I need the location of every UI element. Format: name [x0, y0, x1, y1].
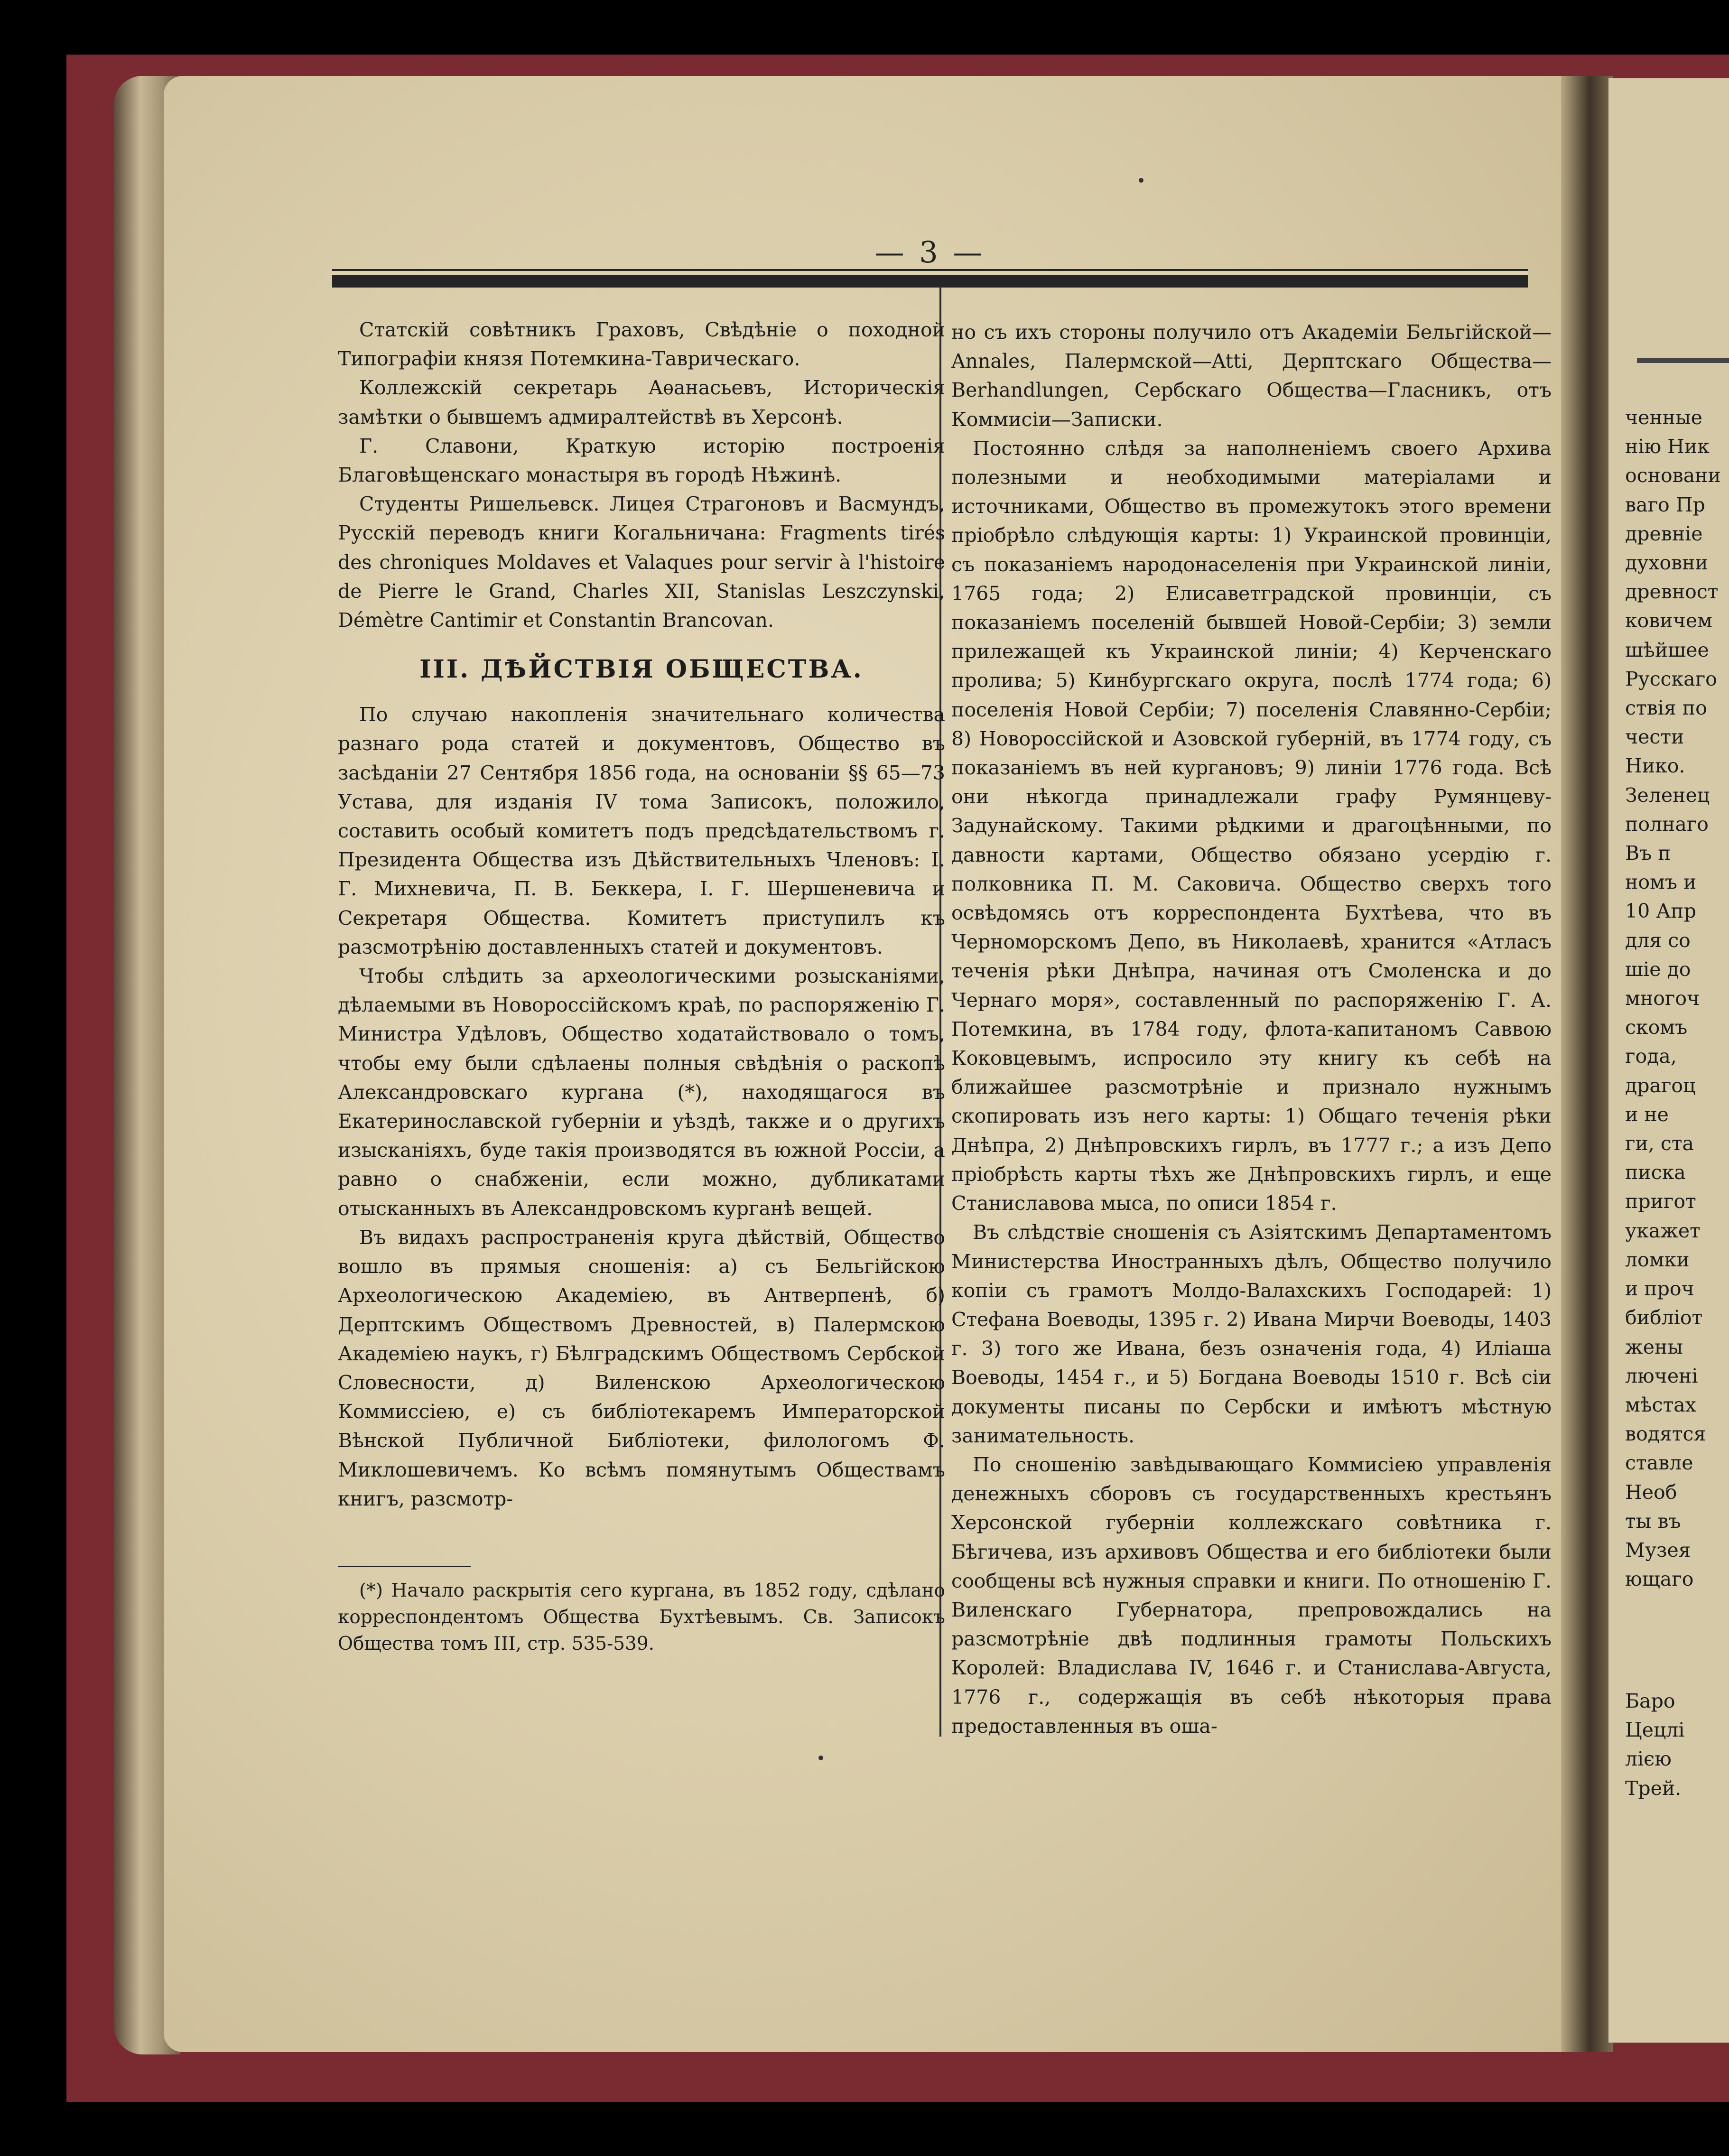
- next-page-rule: [1637, 358, 1729, 363]
- footnote: (*) Начало раскрытія сего кургана, въ 1852 году, сдѣлано корреспондентомъ Общества Бухтѣевымъ. Св. Записокъ Общества томъ III, стр. 535-539.: [338, 1580, 945, 1654]
- paragraph: Въ видахъ распространенія круга дѣйствій, Общество вошло въ прямыя сношенія: а) съ Бельгійскою Археологическою Академіею, въ Антверпенѣ, б) Дерптскимъ Обществомъ Древностей, в) Палермскою Академіею наукъ, г) Бѣлградскимъ Обществомъ Сербской Словесности, д) Виленскою Археологическою Коммиссіею, е) съ библіотекаремъ Императорской Вѣнской Публичной Библіотеки, филологомъ Ф. Миклошевичемъ. Ко всѣмъ помянутымъ Обществамъ книгъ, разсмотр-: [338, 1226, 945, 1510]
- paragraph: Въ слѣдствіе сношенія съ Азіятскимъ Департаментомъ Министерства Иностранныхъ дѣлъ, Общество получило копіи съ грамотъ Молдо-Валахскихъ Господарей: 1) Стефана Воеводы, 1395 г. 2) Ивана Мирчи Воеводы, 1403 г. 3) того же Ивана, безъ означенія года, 4) Иліаша Воеводы, 1454 г., и 5) Богдана Воеводы 1510 г. Всѣ сіи документы писаны по Сербски и имѣютъ мѣстную занимательность.: [951, 1221, 1552, 1447]
- footnote-rule: [338, 1566, 471, 1567]
- right-column: [951, 318, 1552, 1741]
- paragraph: Студенты Ришельевск. Лицея Страгоновъ и Васмундъ, Русскій переводъ книги Когальничана: Fragments tirés des chroniques Moldaves et Valaques pour servir à l'histoire de Pierre le Grand, Charles XII, Stanislas Leszczynski, Démètre Cantimir et Constantin Brancovan.: [338, 493, 945, 632]
- next-page-fragment: [1608, 78, 1729, 2043]
- header-rule: [332, 275, 1528, 288]
- paragraph: По сношенію завѣдывающаго Коммисіею управленія денежныхъ сборовъ съ государственныхъ крестьянъ Херсонской губерніи коллежскаго совѣтника г. Бѣгичева, изъ архивовъ Общества и его библіотеки были сообщены всѣ нужныя справки и книги. По отношенію Г. Виленскаго Губернатора, препровождались на разсмотрѣніе двѣ подлинныя грамоты Польскихъ Королей: Владислава IV, 1646 г. и Станислава-Августа, 1776 г., содержащія въ себѣ нѣкоторыя права предоставленныя въ оша-: [951, 1453, 1552, 1738]
- paragraph: Коллежскій секретарь Аѳанасьевъ, Историческія замѣтки о бывшемъ адмиралтействѣ въ Херсонѣ.: [338, 376, 945, 428]
- paragraph: Чтобы слѣдить за археологическими розысканіями, дѣлаемыми въ Новороссійскомъ краѣ, по распоряженію Г. Министра Удѣловъ, Общество ходатайствовало о томъ, чтобы ему были сдѣлаены полныя свѣдѣнія о раскопѣ Александровскаго кургана (*), находящагося въ Екатеринославской губерніи и уѣздѣ, также и о другихъ изысканіяхъ, буде такія производятся въ южной Россіи, а равно о снабженіи, если можно, дубликатами отысканныхъ въ Александровскомъ курганѣ вещей.: [338, 965, 945, 1220]
- paragraph: Статскій совѣтникъ Граховъ, Свѣдѣніе о походной Типографіи князя Потемкина-Таврическаго.: [338, 318, 945, 371]
- page-number: — 3 —: [874, 235, 985, 270]
- book-gutter: [1561, 76, 1613, 2052]
- page-speck: [818, 1756, 823, 1760]
- paragraph: но съ ихъ стороны получило отъ Академіи Бельгійской—Annales, Палермской—Atti, Дерптскаго Общества—Berhandlungen, Сербскаго Общества—Гласникъ, отъ Коммисіи—Записки.: [951, 321, 1552, 431]
- page-speck: [1139, 178, 1143, 183]
- section-heading: III. ДѢЙСТВІЯ ОБЩЕСТВА.: [419, 655, 864, 684]
- paragraph: Г. Славони, Краткую исторію построенія Благовѣщенскаго монастыря въ городѣ Нѣжинѣ.: [338, 434, 945, 487]
- paragraph: По случаю накопленія значительнаго количества разнаго рода статей и документовъ, Общество въ засѣданіи 27 Сентября 1856 года, на основаніи §§ 65—73 Устава, для изданія IV тома Записокъ, положило, составить особый комитетъ подъ предсѣдательствомъ г. Президента Общества изъ Дѣйствительныхъ Членовъ: І. Г. Михневича, П. В. Беккера, І. Г. Шершеневича и Секретаря Общества. Комитетъ приступилъ къ разсмотрѣнію доставленныхъ статей и документовъ.: [338, 703, 945, 958]
- paragraph: Постоянно слѣдя за наполненіемъ своего Архива полезными и необходимыми матеріалами и источниками, Общество въ промежутокъ этого времени пріобрѣло слѣдующія карты: 1) Украинской провинціи, съ показаніемъ народонаселенія при Украинской линіи, 1765 года; 2) Елисаветградской провинціи, съ показаніемъ поселеній бывшей Новой-Сербіи; 3) земли прилежащей къ Украинской линіи; 4) Керченскаго пролива; 5) Кинбургскаго округа, послѣ 1774 года; 6) поселенія Новой Сербіи; 7) поселенія Славянно-Сербіи; 8) Новороссійской и Азовской губерній, въ 1774 году, съ показаніемъ въ ней кургановъ; 9) линіи 1776 года. Всѣ они нѣкогда принадлежали графу Румянцеву-Задунайскому. Такими рѣдкими и драгоцѣнными, по давности картами, Общество обязано усердію г. полковника П. М. Саковича. Общество сверхъ того освѣдомясь отъ корреспондента Бухтѣева, что въ Черноморскомъ Депо, въ Николаевѣ, хранится «Атласъ теченія рѣки Днѣпра, начиная отъ Смоленска и до Чернаго моря», составленный по распоряженію Г. А. Потемкина, въ 1784 году, флота-капитаномъ Саввою Коковцевымъ, испросило эту книгу къ себѣ на ближайшее разсмотрѣніе и признало нужнымъ скопировать изъ него карты: 1) Общаго теченія рѣки Днѣпра, 2) Днѣпровскихъ гирлъ, въ 1777 г.; а изъ Депо пріобрѣсть карты тѣхъ же Днѣпровскихъ гирлъ, и еще Станиславова мыса, по описи 1854 г.: [951, 437, 1552, 1215]
- next-page-text-bottom: Баро Цецлі лією Трей.: [1625, 1690, 1685, 1800]
- next-page-text-top: ченные нію Ник основани ваго Пр древніе духовни древност ковичем шѣйшее Русскаго ствія по чести Нико. Зеленец полнаго Въ п номъ и 10 Апр для со шіе до многоч скомъ года, драгоц и не ги, ста писка пригот укажет ломки и проч библіот жены люченi мѣстах водятся ставле Необ ты въ Музея ющаго: [1625, 406, 1721, 1591]
- left-column: [338, 316, 945, 1657]
